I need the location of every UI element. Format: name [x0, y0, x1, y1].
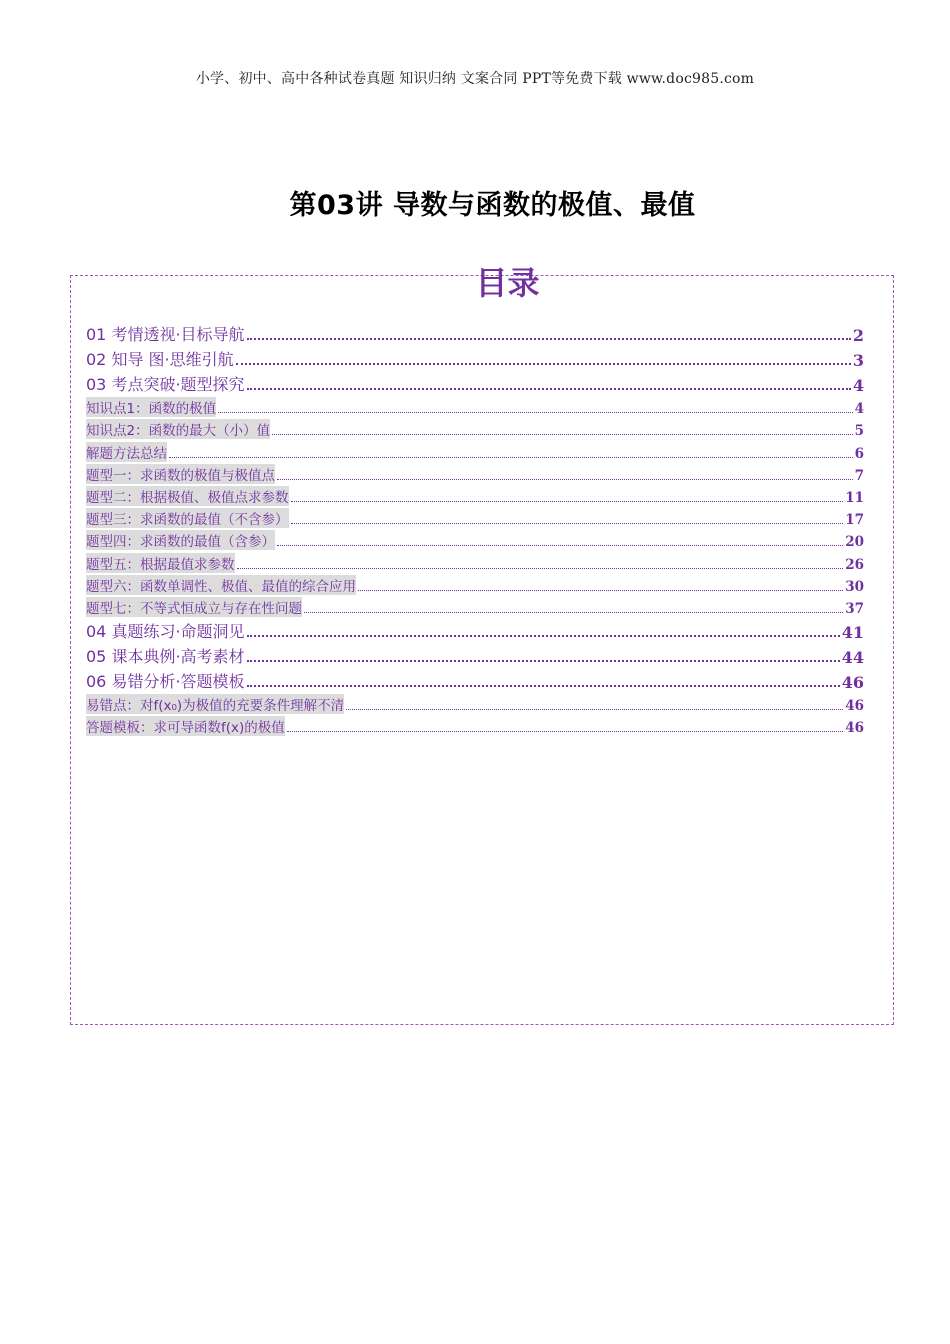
toc-entry-page: 46 [845, 698, 864, 715]
toc-entry-label: 答题模板：求可导函数f(x)的极值 [86, 716, 285, 736]
toc-leader-dots [291, 501, 844, 502]
toc-entry[interactable] [86, 370, 864, 395]
toc-entry-page: 6 [854, 445, 864, 462]
toc-entry-page: 37 [845, 600, 864, 617]
toc-entry-page: 4 [852, 376, 864, 395]
toc-leader-dots [358, 590, 843, 591]
toc-entry-label: 03 考点突破·题型探究 [86, 375, 245, 394]
toc-entry-page: 44 [841, 647, 864, 667]
toc-leader-dots [277, 479, 853, 480]
toc-entry-label: 题型二：根据极值、极值点求参数 [86, 486, 289, 506]
toc-entry-page: 30 [845, 578, 864, 595]
toc-heading: 目录 [475, 264, 540, 302]
toc-leader-dots [247, 388, 851, 390]
toc-leader-dots [218, 412, 853, 413]
toc-entry-page: 20 [845, 534, 864, 551]
toc-entry-label: 题型六：函数单调性、极值、最值的综合应用 [86, 575, 356, 595]
toc-leader-dots [247, 660, 840, 662]
toc-entry-page: 11 [845, 489, 864, 506]
toc-list [86, 320, 864, 736]
toc-entry-page: 46 [845, 720, 864, 737]
toc-entry-page: 41 [841, 622, 864, 642]
toc-entry-label: 知识点1：函数的极值 [86, 397, 216, 417]
toc-leader-dots [247, 685, 840, 687]
toc-entry-page: 17 [845, 512, 864, 529]
toc-leader-dots [291, 523, 844, 524]
page-header-banner: 小学、初中、高中各种试卷真题 知识归纳 文案合同 PPT等免费下载 www.doc985.com [195, 71, 755, 87]
toc-entry-page: 46 [841, 672, 864, 692]
toc-entry[interactable] [86, 320, 864, 345]
toc-entry-page: 26 [845, 556, 864, 573]
toc-entry-page: 5 [854, 423, 864, 440]
toc-subentry[interactable] [86, 484, 864, 506]
toc-entry[interactable] [86, 667, 864, 692]
toc-leader-dots [247, 338, 851, 340]
toc-entry-page: 4 [854, 401, 864, 418]
toc-entry-page: 2 [852, 326, 864, 345]
toc-entry-label: 04 真题练习·命题洞见 [86, 621, 245, 641]
toc-leader-dots [236, 363, 851, 365]
toc-subentry[interactable] [86, 550, 864, 572]
toc-subentry[interactable] [86, 573, 864, 595]
toc-entry-label: 题型一：求函数的极值与极值点 [86, 464, 275, 484]
toc-subentry[interactable] [86, 506, 864, 528]
toc-leader-dots [304, 612, 843, 613]
toc-entry[interactable] [86, 642, 864, 667]
lesson-title: 第03讲 导数与函数的极值、最值 [289, 190, 696, 221]
toc-leader-dots [169, 457, 853, 458]
toc-entry-label: 知识点2：函数的最大（小）值 [86, 419, 270, 439]
toc-subentry[interactable] [86, 417, 864, 439]
toc-entry-label: 题型四：求函数的最值（含参） [86, 530, 275, 550]
toc-subentry[interactable] [86, 595, 864, 617]
toc-entry-label: 题型七：不等式恒成立与存在性问题 [86, 597, 302, 617]
toc-entry-label: 02 知导 图·思维引航 [86, 350, 234, 369]
toc-entry-label: 解题方法总结 [86, 442, 167, 462]
toc-leader-dots [277, 545, 843, 546]
toc-subentry[interactable] [86, 692, 864, 714]
toc-entry-page: 3 [852, 351, 864, 370]
toc-subentry[interactable] [86, 395, 864, 417]
toc-entry[interactable] [86, 617, 864, 642]
toc-entry-label: 题型三：求函数的最值（不含参） [86, 508, 289, 528]
toc-leader-dots [272, 434, 853, 435]
toc-entry[interactable] [86, 345, 864, 370]
toc-entry-label: 05 课本典例·高考素材 [86, 646, 245, 666]
toc-subentry[interactable] [86, 462, 864, 484]
toc-entry-label: 题型五：根据最值求参数 [86, 553, 235, 573]
toc-entry-label: 易错点：对f(x₀)为极值的充要条件理解不清 [86, 694, 344, 714]
toc-entry-label: 06 易错分析·答题模板 [86, 671, 245, 691]
toc-entry-page: 7 [854, 467, 864, 484]
toc-leader-dots [346, 709, 843, 710]
toc-subentry[interactable] [86, 714, 864, 736]
toc-leader-dots [247, 635, 840, 637]
toc-subentry[interactable] [86, 439, 864, 461]
toc-entry-label: 01 考情透视·目标导航 [86, 325, 245, 344]
toc-leader-dots [237, 568, 844, 569]
toc-subentry[interactable] [86, 528, 864, 550]
toc-leader-dots [287, 731, 843, 732]
